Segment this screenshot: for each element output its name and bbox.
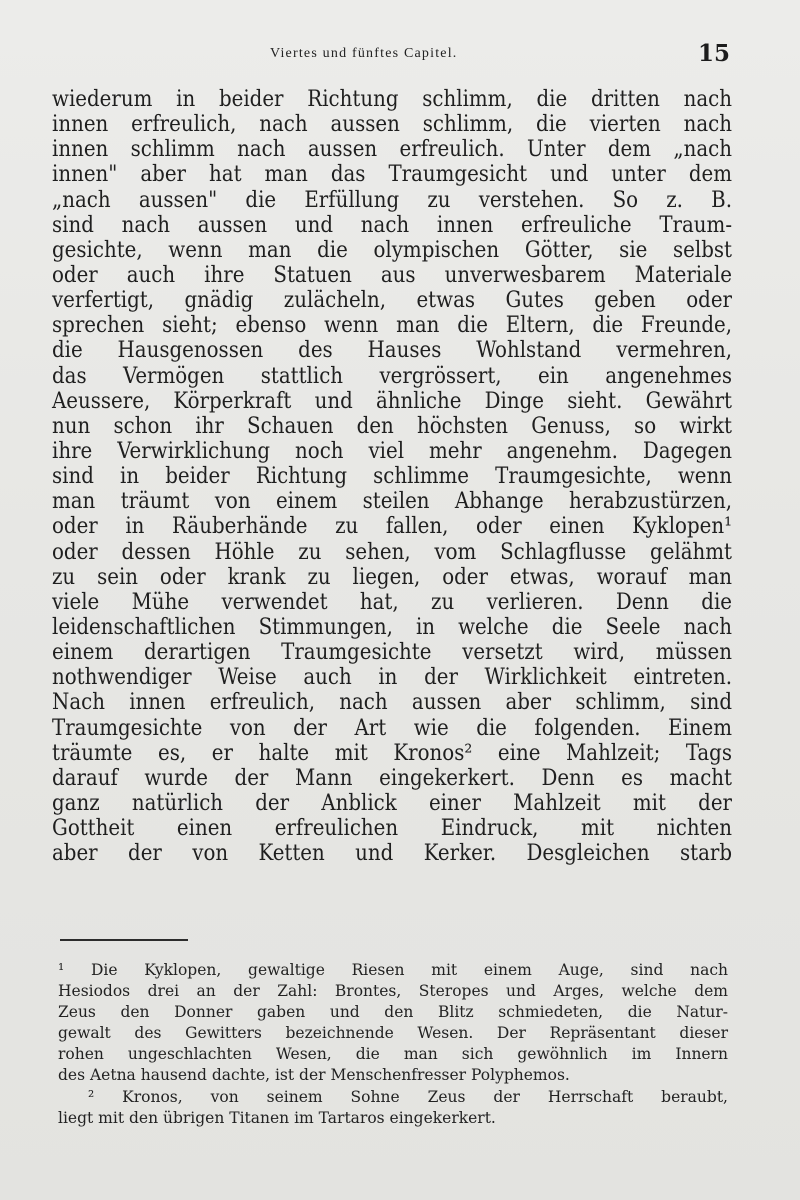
text-line: ihre Verwirklichung noch viel mehr angenehm. Dagegen — [52, 438, 732, 464]
text-line: sprechen sieht; ebenso wenn man die Eltern, die Freunde, — [52, 313, 732, 339]
text-line: das Vermögen stattlich vergrössert, ein angenehmes — [52, 363, 732, 389]
text-line: nothwendiger Weise auch in der Wirklichkeit eintreten. — [52, 665, 732, 691]
text-line: Gottheit einen erfreulichen Eindruck, mit nichten — [52, 816, 732, 842]
footnote-line: liegt mit den übrigen Titanen im Tartaros eingekerkert. — [58, 1108, 496, 1127]
text-line: oder in Räuberhände zu fallen, oder einen Kyklopen¹ — [52, 514, 732, 540]
text-line: aber der von Ketten und Kerker. Desgleichen starb — [52, 841, 732, 867]
page-number: 15 — [698, 40, 731, 67]
text-line: Aeussere, Körperkraft und ähnliche Dinge sieht. Gewährt — [52, 388, 732, 414]
text-line: ganz natürlich der Anblick einer Mahlzeit mit der — [52, 790, 732, 816]
footnote-line: Hesiodos drei an der Zahl: Brontes, Steropes und Arges, welche dem — [58, 982, 728, 1001]
text-line: darauf wurde der Mann eingekerkert. Denn es macht — [52, 765, 732, 791]
text-line: innen erfreulich, nach aussen schlimm, die vierten nach — [52, 112, 732, 138]
text-line: innen schlimm nach aussen erfreulich. Unter dem „nach — [52, 137, 732, 163]
footnotes — [58, 960, 728, 1129]
running-head: Viertes und fünftes Capitel. — [270, 46, 458, 61]
page-header — [0, 38, 800, 70]
text-line: oder dessen Höhle zu sehen, vom Schlagflusse gelähmt — [52, 539, 732, 565]
text-line: man träumt von einem steilen Abhange herabzustürzen, — [52, 489, 732, 515]
text-line: die Hausgenossen des Hauses Wohlstand vermehren, — [52, 338, 732, 364]
footnote-line: ¹ Die Kyklopen, gewaltige Riesen mit einem Auge, sind nach — [58, 961, 728, 979]
text-line: oder auch ihre Statuen aus unverwesbarem Materiale — [52, 262, 732, 288]
text-line: sind nach aussen und nach innen erfreuliche Traum- — [52, 212, 732, 238]
text-line: zu sein oder krank zu liegen, oder etwas, worauf man — [52, 564, 732, 590]
text-line: verfertigt, gnädig zulächeln, etwas Gutes geben oder — [52, 288, 732, 314]
footnote-line: ² Kronos, von seinem Sohne Zeus der Herrschaft beraubt, — [88, 1087, 728, 1106]
text-line: Traumgesichte von der Art wie die folgenden. Einem — [52, 715, 732, 741]
text-line: gesichte, wenn man die olympischen Götter, sie selbst — [52, 237, 732, 263]
text-line: leidenschaftlichen Stimmungen, in welche die Seele nach — [52, 614, 732, 640]
footnote-line: gewalt des Gewitters bezeichnende Wesen. Der Repräsentant dieser — [58, 1024, 728, 1043]
text-line: nun schon ihr Schauen den höchsten Genuss, so wirkt — [52, 413, 732, 439]
main-text — [52, 87, 732, 866]
text-line: träumte es, er halte mit Kronos² eine Mahlzeit; Tags — [52, 740, 732, 766]
text-line: wiederum in beider Richtung schlimm, die dritten nach — [52, 87, 732, 112]
text-line: Nach innen erfreulich, nach aussen aber schlimm, sind — [52, 690, 732, 716]
text-line: innen" aber hat man das Traumgesicht und unter dem — [52, 162, 732, 188]
footnote-line: des Aetna hausend dachte, ist der Menschenfresser Polyphemos. — [58, 1066, 570, 1085]
footnote-line: rohen ungeschlachten Wesen, die man sich gewöhnlich im Innern — [58, 1045, 728, 1064]
text-line: einem derartigen Traumgesichte versetzt wird, müssen — [52, 640, 732, 666]
text-line: sind in beider Richtung schlimme Traumgesichte, wenn — [52, 464, 732, 490]
footnote-line: Zeus den Donner gaben und den Blitz schmiedeten, die Natur- — [58, 1003, 728, 1022]
text-line: „nach aussen" die Erfüllung zu verstehen. So z. B. — [52, 187, 732, 213]
footnote-rule — [60, 939, 188, 941]
text-line: viele Mühe verwendet hat, zu verlieren. Denn die — [52, 589, 732, 615]
